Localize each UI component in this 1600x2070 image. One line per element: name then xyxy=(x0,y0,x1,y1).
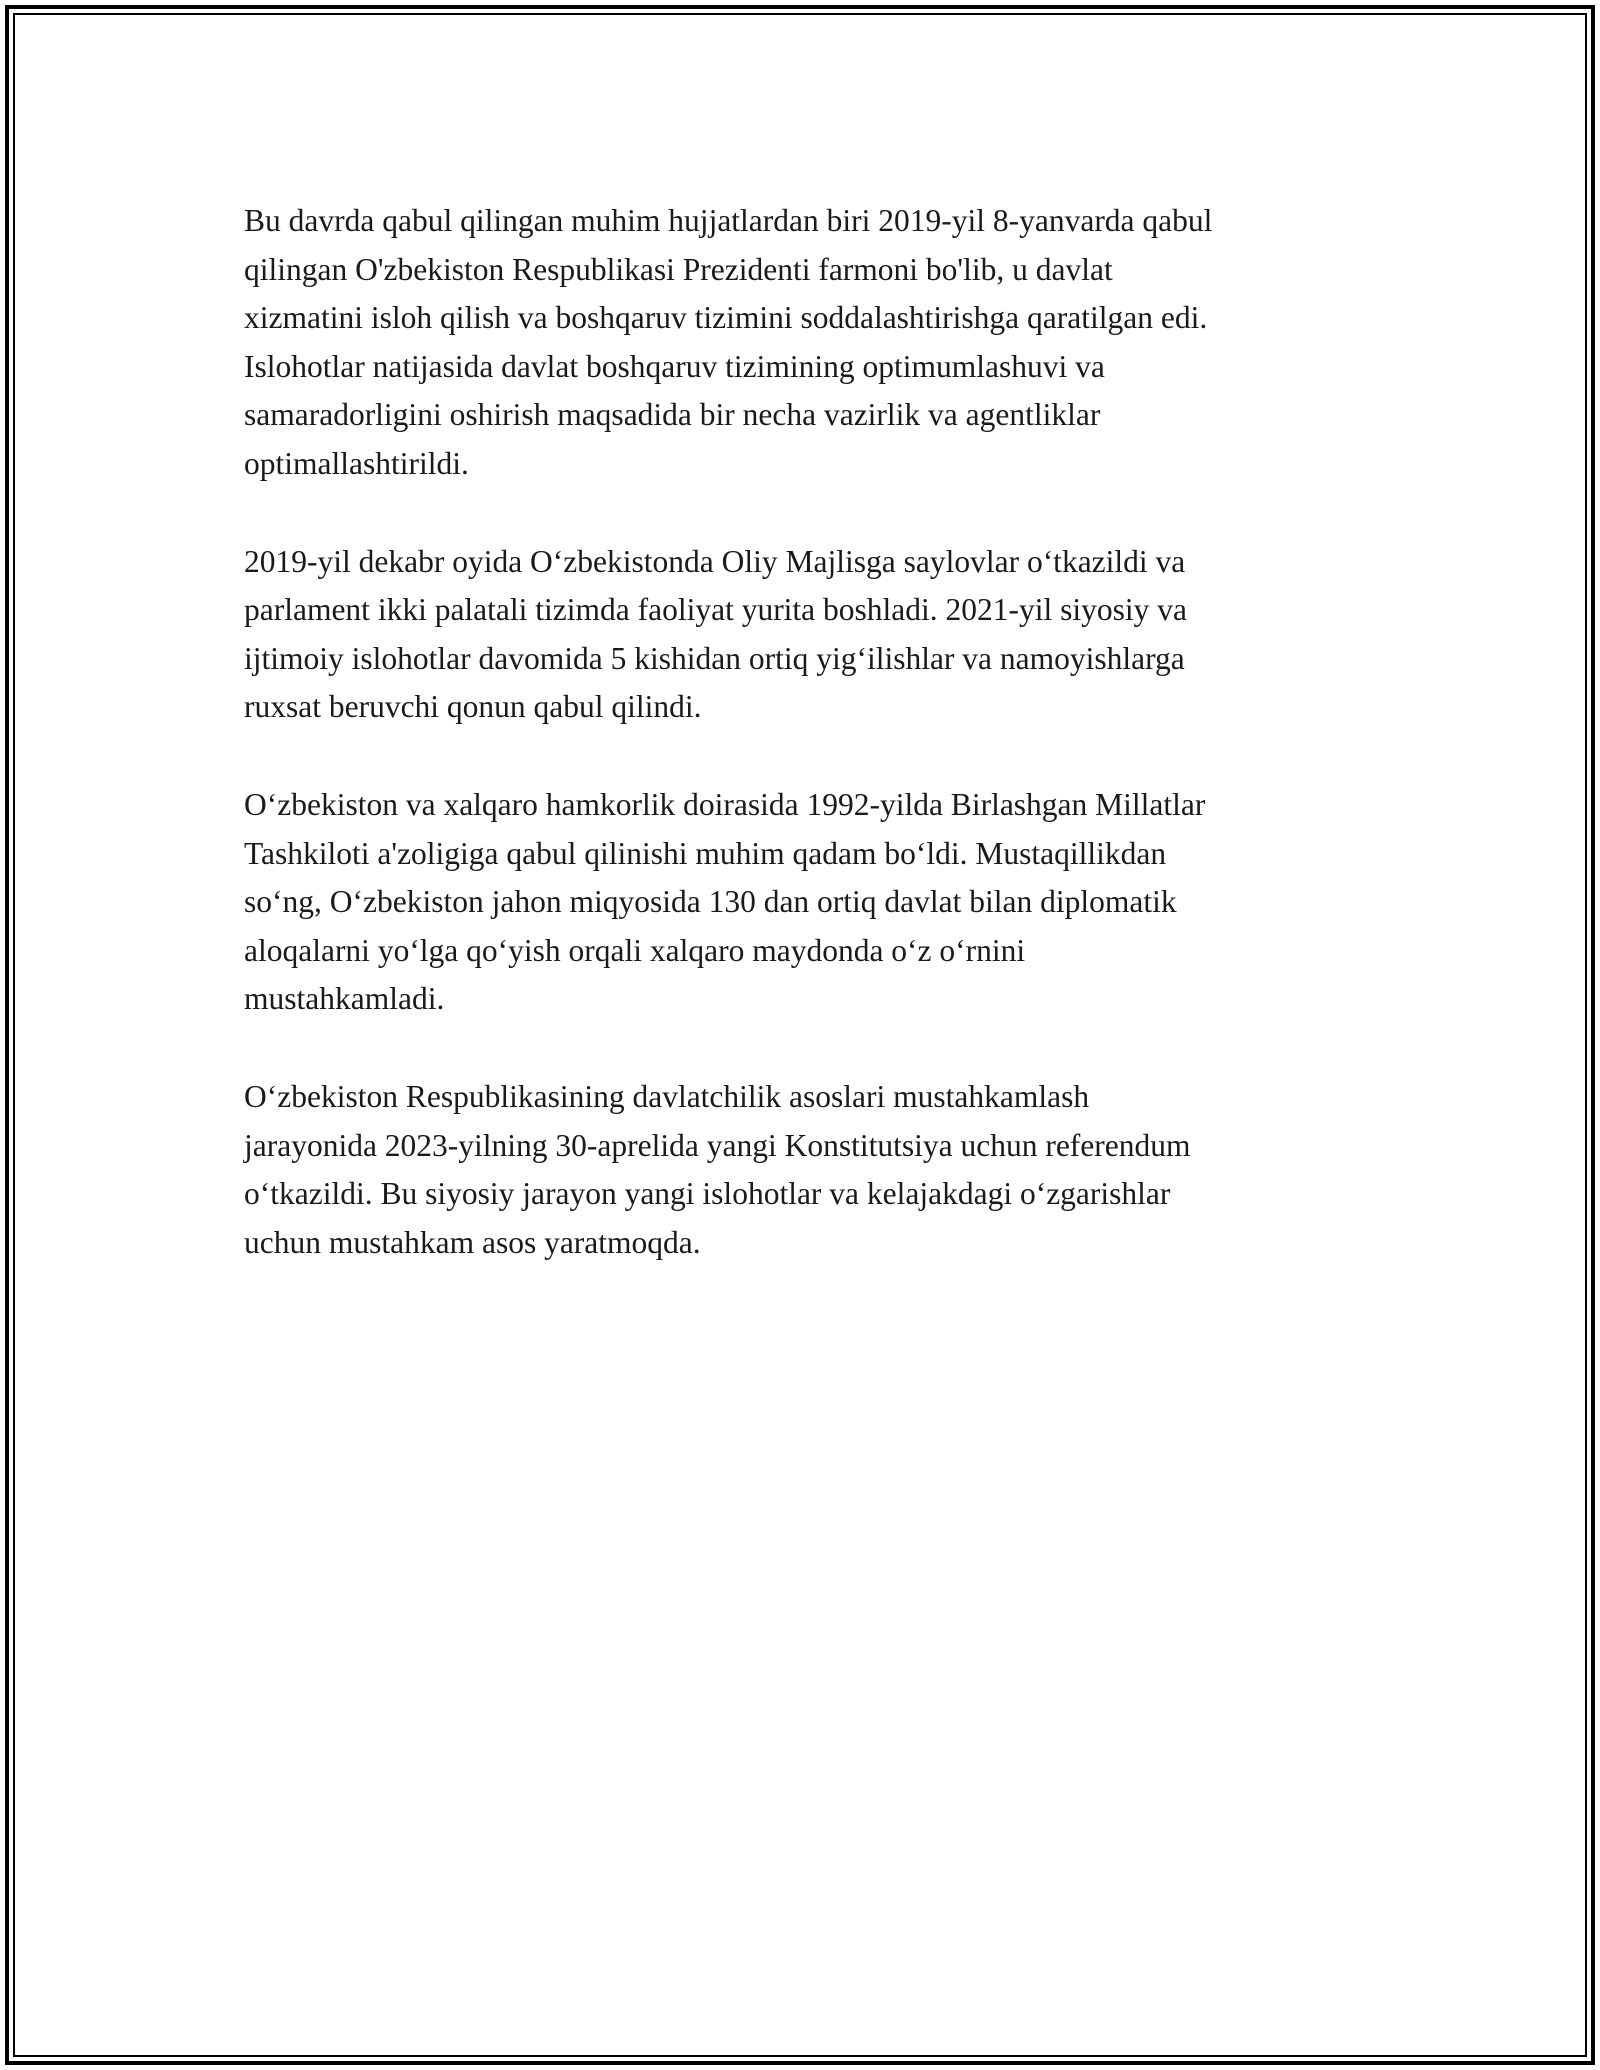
paragraph-line: parlament ikki palatali tizimda faoliyat yurita boshladi. 2021-yil siyosiy va xyxy=(244,592,1188,628)
paragraph-line: mustahkamladi. xyxy=(244,981,445,1017)
paragraph-line: uchun mustahkam asos yaratmoqda. xyxy=(244,1224,701,1260)
paragraph-line: ijtimoiy islohotlar davomida 5 kishidan ortiq yig‘ilishlar va namoyishlarga xyxy=(244,640,1185,676)
paragraph-line: Tashkiloti a'zoligiga qabul qilinishi muhim qadam bo‘ldi. Mustaqillikdan xyxy=(244,835,1167,871)
paragraph-1 xyxy=(244,197,1384,489)
paragraph-line: o‘tkazildi. Bu siyosiy jarayon yangi islohotlar va kelajakdagi o‘zgarishlar xyxy=(244,1176,1171,1212)
paragraph-line: aloqalarni yo‘lga qo‘yish orqali xalqaro maydonda o‘z o‘rnini xyxy=(244,932,1026,968)
paragraph-2 xyxy=(244,538,1384,732)
paragraph-line: ruxsat beruvchi qonun qabul qilindi. xyxy=(244,689,702,725)
paragraph-line: xizmatini isloh qilish va boshqaruv tizimini soddalashtirishga qaratilgan edi. xyxy=(244,300,1208,336)
paragraph-3 xyxy=(244,781,1384,1024)
paragraph-line: qilingan O'zbekiston Respublikasi Prezidenti farmoni bo'lib, u davlat xyxy=(244,251,1113,287)
paragraph-line: Bu davrda qabul qilingan muhim hujjatlardan biri 2019-yil 8-yanvarda qabul xyxy=(244,203,1213,238)
page-frame xyxy=(5,5,1595,2065)
document-body xyxy=(244,197,1384,1316)
paragraph-line: O‘zbekiston va xalqaro hamkorlik doirasida 1992-yilda Birlashgan Millatlar xyxy=(244,786,1206,822)
paragraph-line: Islohotlar natijasida davlat boshqaruv tizimining optimumlashuvi va xyxy=(244,348,1105,384)
paragraph-line: optimallashtirildi. xyxy=(244,445,469,481)
paragraph-line: jarayonida 2023-yilning 30-aprelida yangi Konstitutsiya uchun referendum xyxy=(244,1127,1191,1163)
paragraph-line: 2019-yil dekabr oyida O‘zbekistonda Oliy Majlisga saylovlar o‘tkazildi va xyxy=(244,543,1186,579)
paragraph-line: so‘ng, O‘zbekiston jahon miqyosida 130 dan ortiq davlat bilan diplomatik xyxy=(244,884,1177,920)
paragraph-line: O‘zbekiston Respublikasining davlatchilik asoslari mustahkamlash xyxy=(244,1078,1090,1114)
paragraph-4 xyxy=(244,1073,1384,1267)
paragraph-line: samaradorligini oshirish maqsadida bir necha vazirlik va agentliklar xyxy=(244,397,1101,433)
